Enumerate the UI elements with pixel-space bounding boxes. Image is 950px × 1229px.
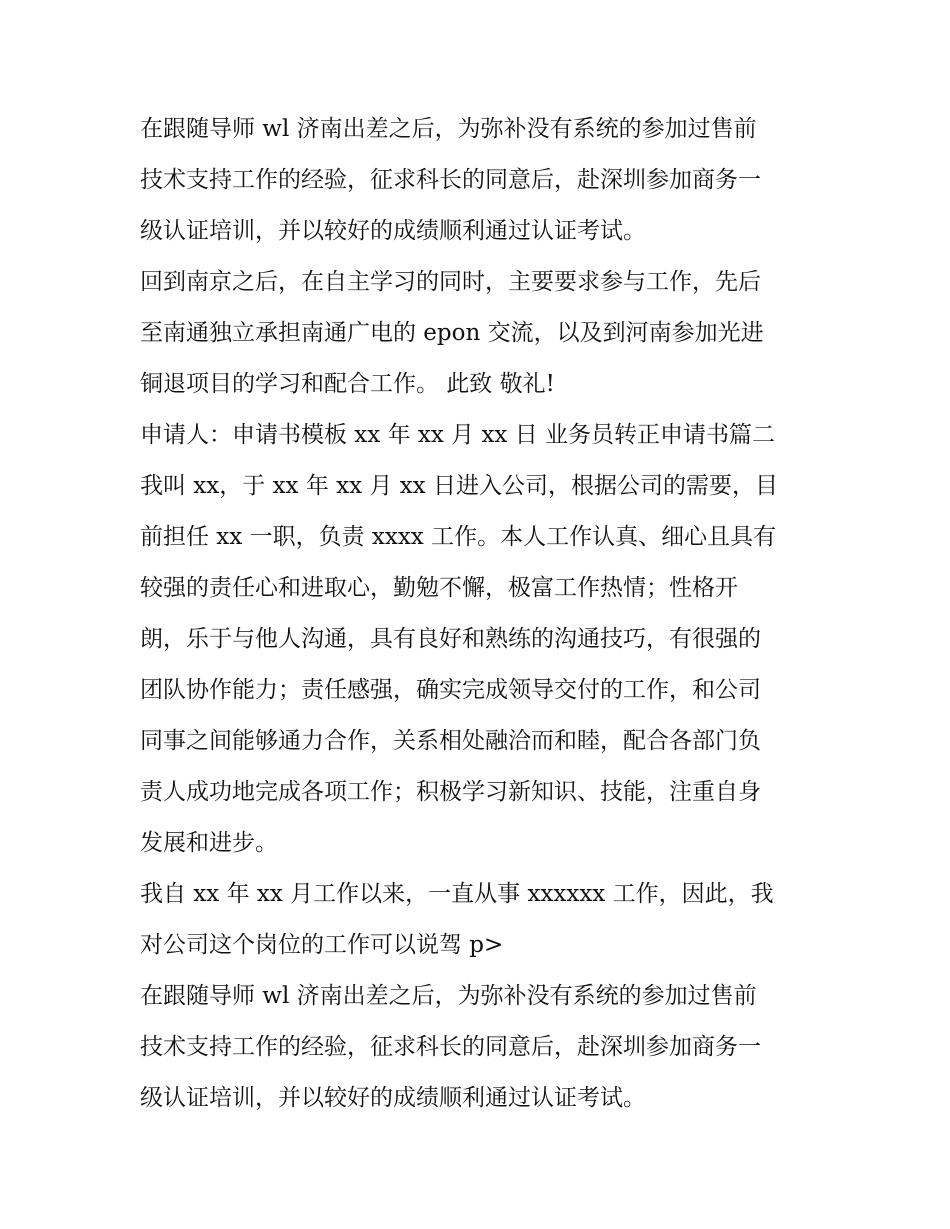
text-line: 责人成功地完成各项工作；积极学习新知识、技能，注重自身 (140, 779, 761, 805)
text-line: 团队协作能力；责任感强，确实完成领导交付的工作，和公司 (140, 677, 761, 703)
text-line: 回到南京之后，在自主学习的同时，主要要求参与工作，先后 (140, 269, 761, 295)
text-line: 发展和进步。 (140, 830, 278, 856)
text-line: 级认证培训，并以较好的成绩顺利通过认证考试。 (140, 1085, 646, 1111)
text-line: 申请人：申请书模板 xx 年 xx 月 xx 日 业务员转正申请书篇二 (140, 422, 776, 448)
text-line: 较强的责任心和进取心，勤勉不懈，极富工作热情；性格开 (140, 575, 738, 601)
text-line: 至南通独立承担南通广电的 epon 交流，以及到河南参加光进 (140, 320, 764, 346)
text-line: 铜退项目的学习和配合工作。 此致 敬礼! (140, 371, 555, 397)
text-line: 对公司这个岗位的工作可以说驾 p> (140, 932, 504, 958)
text-line: 技术支持工作的经验，征求科长的同意后，赴深圳参加商务一 (140, 167, 761, 193)
text-line: 朗，乐于与他人沟通，具有良好和熟练的沟通技巧，有很强的 (140, 626, 761, 652)
text-line: 在跟随导师 wl 济南出差之后，为弥补没有系统的参加过售前 (140, 116, 757, 142)
text-line: 前担任 xx 一职，负责 xxxx 工作。本人工作认真、细心且具有 (140, 524, 777, 550)
document-body (140, 104, 820, 1124)
text-line: 同事之间能够通力合作，关系相处融洽而和睦，配合各部门负 (140, 728, 761, 754)
text-line: 技术支持工作的经验，征求科长的同意后，赴深圳参加商务一 (140, 1034, 761, 1060)
text-line: 级认证培训，并以较好的成绩顺利通过认证考试。 (140, 218, 646, 244)
text-line: 我叫 xx，于 xx 年 xx 月 xx 日进入公司，根据公司的需要，目 (140, 473, 778, 499)
text-line: 我自 xx 年 xx 月工作以来，一直从事 xxxxxx 工作，因此，我 (140, 881, 774, 907)
text-line: 在跟随导师 wl 济南出差之后，为弥补没有系统的参加过售前 (140, 983, 757, 1009)
